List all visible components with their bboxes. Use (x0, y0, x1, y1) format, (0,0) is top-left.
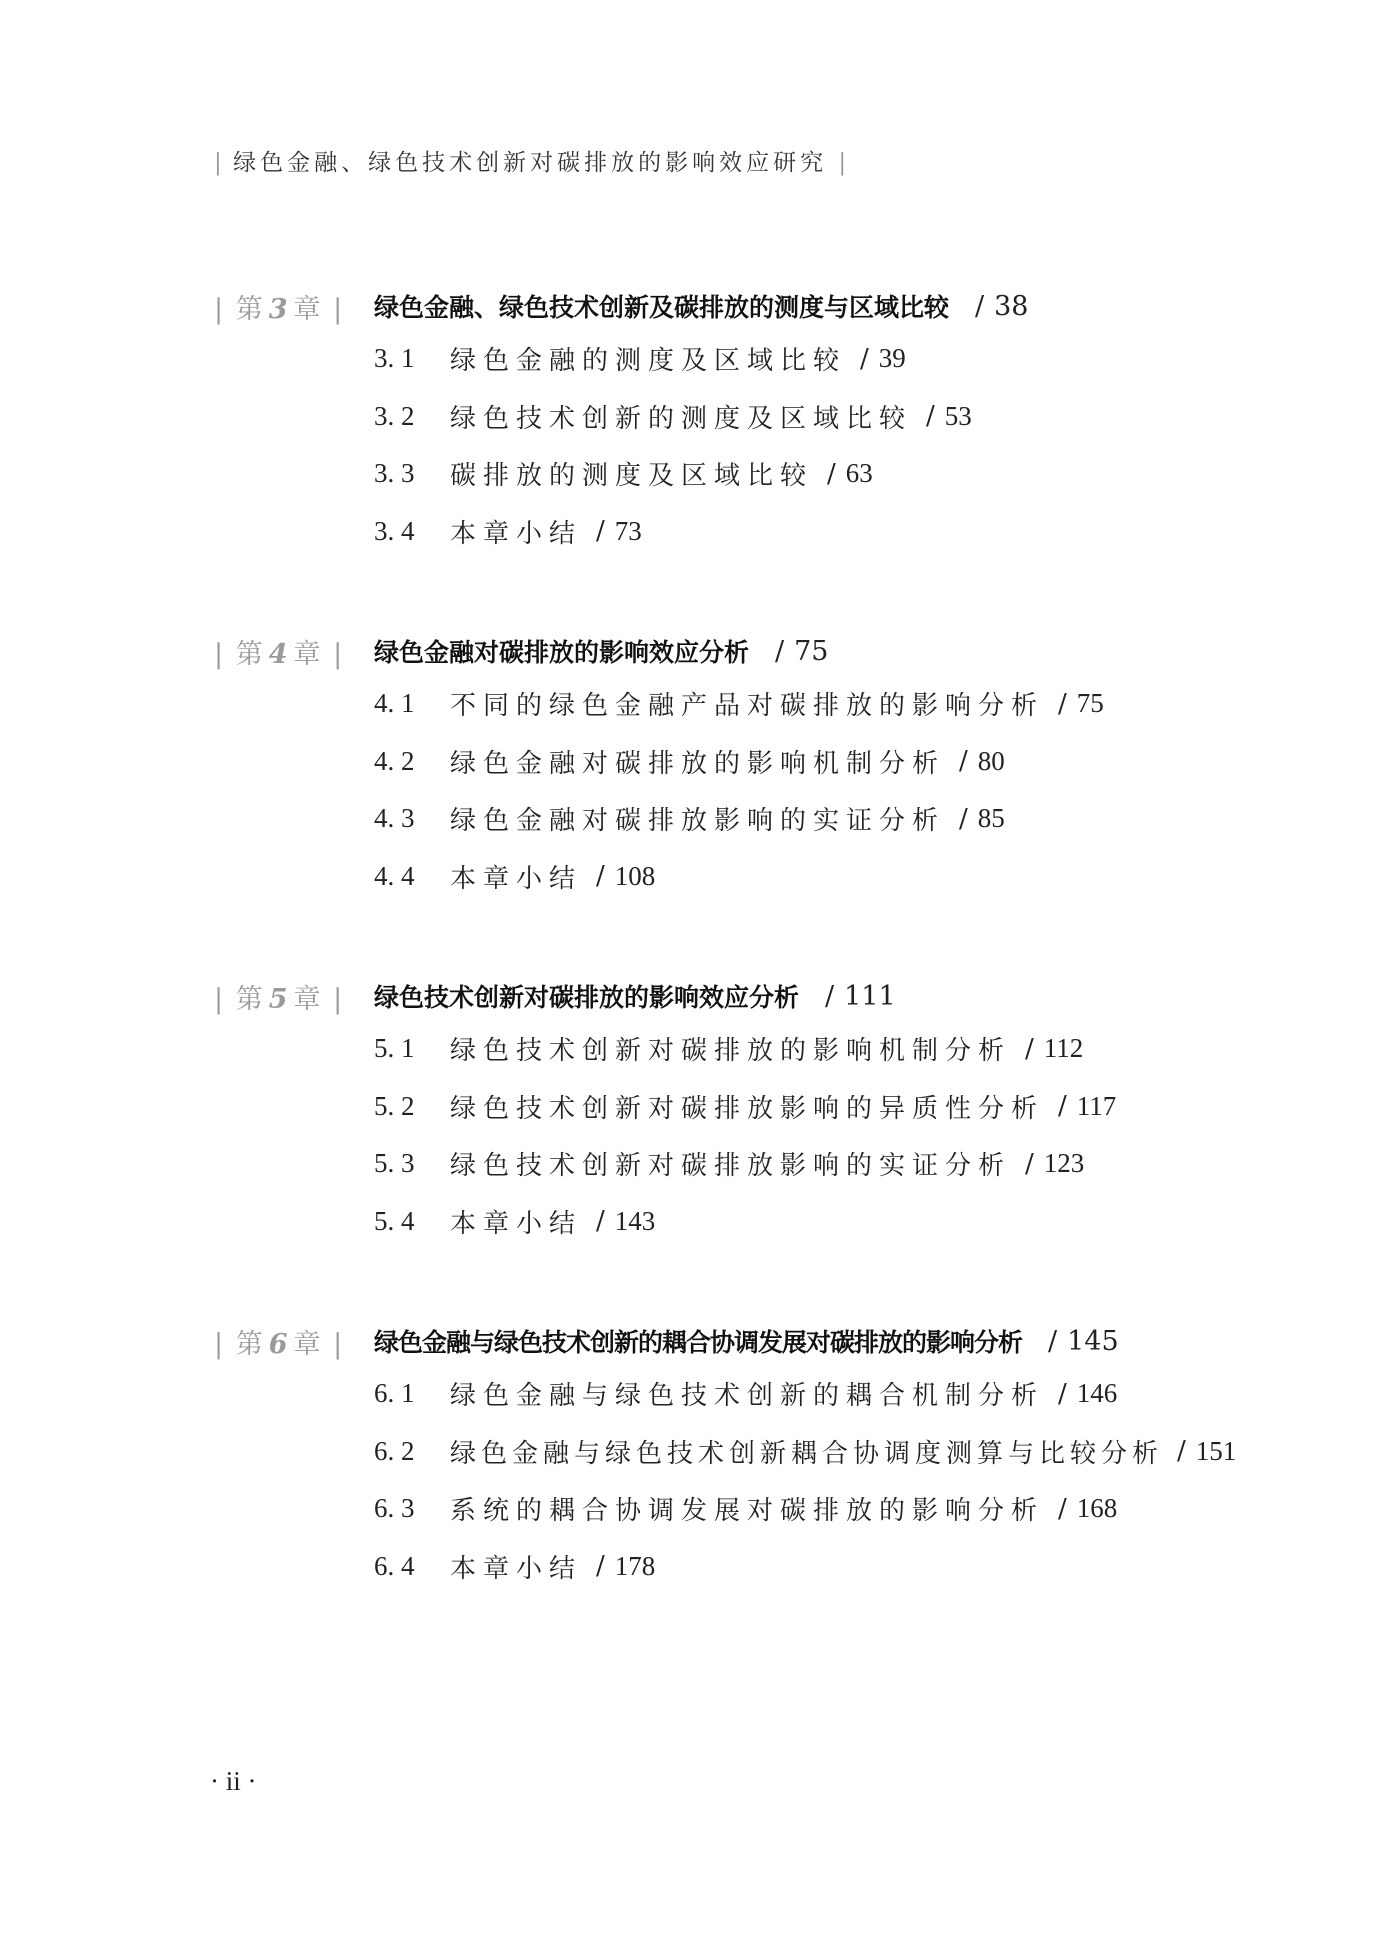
chapter-heading: | 第 4 章 | 绿色金融对碳排放的影响效应分析 / 75 (214, 627, 1314, 675)
section-title: 绿色金融与绿色技术创新耦合协调度测算与比较分析 (450, 1438, 1164, 1469)
section-title: 本章小结 (450, 518, 583, 549)
chapter-suffix: 章 (293, 293, 323, 325)
section-title: 本章小结 (450, 863, 583, 894)
toc-section[interactable]: 4. 2 绿色金融对碳排放的影响机制分析 / 80 (214, 733, 1314, 791)
section-page: 85 (977, 803, 1005, 834)
chapter-heading: | 第 3 章 | 绿色金融、绿色技术创新及碳排放的测度与区域比较 / 38 (214, 282, 1314, 330)
section-number: 5. 3 (374, 1148, 415, 1179)
section-number: 6. 4 (374, 1550, 415, 1581)
chapter-label: | 第 6 章 | (214, 1328, 345, 1360)
toc-section[interactable]: 6. 3 系统的耦合协调发展对碳排放的影响分析 / 168 (214, 1480, 1314, 1538)
section-title: 绿色技术创新的测度及区域比较 (450, 403, 913, 434)
section-number: 3. 3 (374, 458, 415, 489)
toc-section[interactable]: 6. 1 绿色金融与绿色技术创新的耦合机制分析 / 146 (214, 1365, 1314, 1423)
section-number: 4. 3 (374, 803, 415, 834)
section-title: 绿色金融对碳排放的影响机制分析 (450, 748, 946, 779)
section-title: 碳排放的测度及区域比较 (450, 461, 814, 492)
section-title: 绿色技术创新对碳排放的影响机制分析 (450, 1036, 1012, 1067)
toc-section[interactable]: 4. 3 绿色金融对碳排放影响的实证分析 / 85 (214, 790, 1314, 848)
toc-section[interactable]: 6. 2 绿色金融与绿色技术创新耦合协调度测算与比较分析 / 151 (214, 1423, 1314, 1481)
section-number: 6. 2 (374, 1435, 415, 1466)
chapter-page: 38 (994, 290, 1029, 322)
section-title: 本章小结 (450, 1208, 583, 1239)
section-title: 绿色金融对碳排放影响的实证分析 (450, 806, 946, 837)
toc-section[interactable]: 6. 4 本章小结 / 178 (214, 1538, 1314, 1596)
section-number: 5. 1 (374, 1033, 415, 1064)
section-title: 绿色技术创新对碳排放影响的异质性分析 (450, 1093, 1045, 1124)
toc-section[interactable]: 5. 1 绿色技术创新对碳排放的影响机制分析 / 112 (214, 1020, 1314, 1078)
toc-section[interactable]: 5. 2 绿色技术创新对碳排放影响的异质性分析 / 117 (214, 1078, 1314, 1136)
section-title: 绿色金融与绿色技术创新的耦合机制分析 (450, 1381, 1045, 1412)
chapter-page: 145 (1067, 1325, 1119, 1357)
toc-section[interactable]: 5. 3 绿色技术创新对碳排放影响的实证分析 / 123 (214, 1135, 1314, 1193)
section-page: 108 (614, 860, 656, 891)
toc-section[interactable]: 3. 2 绿色技术创新的测度及区域比较 / 53 (214, 388, 1314, 446)
running-head-bar-right: | (838, 150, 847, 176)
section-number: 6. 3 (374, 1493, 415, 1524)
section-page: 63 (845, 458, 873, 489)
chapter-prefix: 第 (235, 1328, 265, 1360)
section-page: 75 (1076, 688, 1104, 719)
section-title: 不同的绿色金融产品对碳排放的影响分析 (450, 691, 1045, 722)
chapter-number: 4 (268, 638, 290, 670)
toc-section[interactable]: 4. 1 不同的绿色金融产品对碳排放的影响分析 / 75 (214, 675, 1314, 733)
chapter-label: | 第 5 章 | (214, 983, 345, 1015)
chapter-label: | 第 4 章 | (214, 638, 345, 670)
running-head (214, 144, 846, 177)
chapter-title[interactable]: 绿色金融、绿色技术创新及碳排放的测度与区域比较 (374, 293, 950, 322)
section-number: 6. 1 (374, 1378, 415, 1409)
chapter-heading: | 第 6 章 | 绿色金融与绿色技术创新的耦合协调发展对碳排放的影响分析 / 145 (214, 1317, 1314, 1365)
page-number: · ii · (210, 1766, 257, 1796)
toc-chapter-4 (214, 627, 1314, 905)
chapter-suffix: 章 (293, 638, 323, 670)
section-number: 4. 2 (374, 745, 415, 776)
toc-section[interactable]: 3. 4 本章小结 / 73 (214, 503, 1314, 561)
chapter-suffix: 章 (293, 1328, 323, 1360)
section-number: 4. 1 (374, 688, 415, 719)
section-title: 本章小结 (450, 1553, 583, 1584)
chapter-prefix: 第 (235, 983, 265, 1015)
toc-section[interactable]: 3. 3 碳排放的测度及区域比较 / 63 (214, 445, 1314, 503)
toc-chapter-6 (214, 1317, 1314, 1595)
toc-section[interactable]: 4. 4 本章小结 / 108 (214, 848, 1314, 906)
chapter-number: 3 (268, 293, 290, 325)
section-page: 53 (944, 400, 972, 431)
toc-chapter-5 (214, 972, 1314, 1250)
section-page: 123 (1043, 1148, 1085, 1179)
chapter-title[interactable]: 绿色技术创新对碳排放的影响效应分析 (374, 983, 800, 1012)
chapter-prefix: 第 (235, 293, 265, 325)
chapter-page: 75 (794, 635, 829, 667)
section-page: 178 (614, 1550, 656, 1581)
running-head-title: 绿色金融、绿色技术创新对碳排放的影响效应研究 (233, 150, 828, 176)
section-page: 80 (977, 745, 1005, 776)
toc-chapter-3 (214, 282, 1314, 560)
section-number: 5. 2 (374, 1090, 415, 1121)
chapter-label: | 第 3 章 | (214, 293, 345, 325)
section-page: 117 (1076, 1090, 1117, 1121)
toc-section[interactable]: 5. 4 本章小结 / 143 (214, 1193, 1314, 1251)
running-head-bar-left: | (214, 150, 222, 176)
section-title: 系统的耦合协调发展对碳排放的影响分析 (450, 1496, 1045, 1527)
chapter-number: 6 (268, 1328, 290, 1360)
section-number: 3. 1 (374, 343, 415, 374)
section-number: 5. 4 (374, 1205, 415, 1236)
section-number: 4. 4 (374, 860, 415, 891)
section-page: 143 (614, 1205, 656, 1236)
section-number: 3. 4 (374, 515, 415, 546)
chapter-prefix: 第 (235, 638, 265, 670)
chapter-title[interactable]: 绿色金融对碳排放的影响效应分析 (374, 638, 750, 667)
section-page: 146 (1076, 1378, 1118, 1409)
chapter-suffix: 章 (293, 983, 323, 1015)
toc-section[interactable]: 3. 1 绿色金融的测度及区域比较 / 39 (214, 330, 1314, 388)
section-page: 39 (878, 343, 906, 374)
chapter-title[interactable]: 绿色金融与绿色技术创新的耦合协调发展对碳排放的影响分析 (374, 1328, 1023, 1357)
section-number: 3. 2 (374, 400, 415, 431)
section-page: 73 (614, 515, 642, 546)
section-page: 151 (1195, 1435, 1237, 1466)
section-title: 绿色金融的测度及区域比较 (450, 346, 847, 377)
section-page: 112 (1043, 1033, 1084, 1064)
section-page: 168 (1076, 1493, 1118, 1524)
chapter-heading: | 第 5 章 | 绿色技术创新对碳排放的影响效应分析 / 111 (214, 972, 1314, 1020)
section-title: 绿色技术创新对碳排放影响的实证分析 (450, 1151, 1012, 1182)
chapter-page: 111 (844, 980, 896, 1012)
chapter-number: 5 (268, 983, 290, 1015)
